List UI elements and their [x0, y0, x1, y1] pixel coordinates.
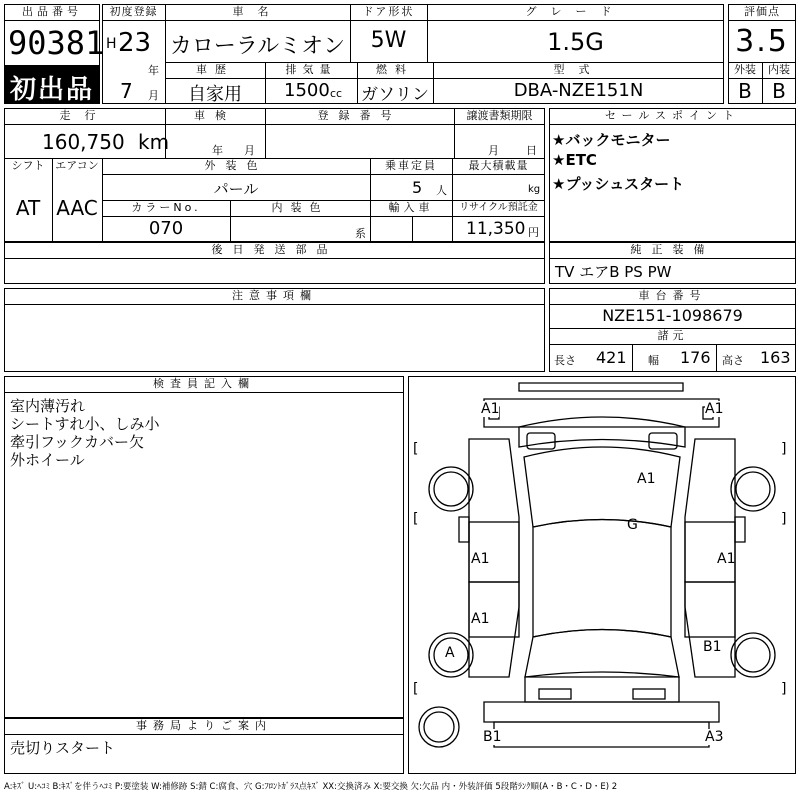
exterior-grade-label: 外装: [734, 63, 756, 76]
car-name-label: 車名: [232, 5, 283, 18]
dims-label: 諸元: [657, 329, 688, 342]
model: DBA-NZE151N: [513, 80, 644, 101]
svg-text:[: [: [413, 511, 419, 527]
reg-year: 23: [118, 28, 152, 58]
damage-mark-left-front-door: A1: [471, 551, 490, 567]
car-outline-svg: [409, 377, 795, 773]
office-text: 売切りスタート: [10, 739, 116, 757]
exterior-grade: B: [738, 79, 752, 103]
car-name: カローラルミオン: [169, 34, 346, 59]
height-label: 高さ: [722, 354, 744, 367]
lot-number: 90381: [8, 24, 105, 62]
right-rear-door-outline: [685, 582, 735, 637]
length-label: 長さ: [554, 354, 576, 367]
shift: AT: [15, 196, 41, 220]
capacity: 5: [412, 178, 423, 197]
chassis-number: NZE151-1098679: [602, 306, 743, 325]
inspector-label: 検査員記入欄: [153, 377, 255, 390]
reg-month-unit: 月: [148, 89, 159, 102]
sales-points-label: セールスポイント: [604, 109, 740, 122]
max-load-label: 最大積載量: [468, 159, 529, 172]
first-listing-label: 初出品: [10, 75, 95, 105]
shift-label: シフト: [11, 159, 45, 172]
damage-mark-front-right: A1: [705, 401, 724, 417]
damage-mark-right-rear-quarter: B1: [703, 639, 722, 655]
windshield: [524, 447, 680, 527]
svg-text:]: ]: [781, 681, 787, 697]
reg-year-unit: 年: [148, 64, 159, 77]
front-bumper-top: [519, 383, 683, 391]
transfer-doc-label: 譲渡書類期限: [466, 109, 533, 122]
inspection-label: 車検: [194, 109, 236, 122]
recycle-fee: 11,350: [466, 219, 526, 239]
damage-diagram: [408, 376, 796, 774]
capacity-unit: 人: [436, 184, 447, 197]
length: 421: [596, 348, 627, 367]
damage-mark-left-rear-door: A1: [471, 611, 490, 627]
interior-grade: B: [772, 79, 786, 103]
inspector-line: 外ホイール: [10, 451, 85, 469]
later-parts-label: 後日発送部品: [211, 243, 338, 256]
model-label: 型式: [553, 63, 604, 76]
damage-mark-front-left: A1: [481, 401, 500, 417]
transfer-month-unit: 月: [488, 144, 499, 157]
chassis-label: 車台番号: [638, 289, 707, 302]
recycle-fee-unit: 円: [528, 226, 539, 239]
door-label: ドア形状: [362, 5, 415, 18]
damage-mark-right-front-door: A1: [717, 551, 736, 567]
interior-color-unit: 系: [355, 227, 366, 240]
width-label: 幅: [648, 354, 659, 367]
fuel-label: 燃料: [376, 63, 414, 76]
hood: [519, 417, 685, 447]
rear-bumper: [484, 702, 719, 722]
rear-bumper-bottom: [494, 722, 709, 747]
inspector-line: 室内薄汚れ: [10, 397, 86, 415]
damage-mark-glass: G: [627, 517, 638, 533]
history-label: 車歴: [196, 63, 234, 76]
inspection-year-unit: 年: [212, 144, 223, 157]
grade-label: グレード: [525, 5, 626, 18]
exterior-color-label: 外装色: [204, 159, 268, 172]
reg-number-label: 登録番号: [317, 109, 402, 122]
first-reg-label: 初度登録: [109, 5, 158, 18]
mileage-label: 走行: [59, 109, 110, 122]
displacement: 1500: [284, 80, 330, 101]
equipment-label: 純正装備: [630, 243, 715, 256]
displacement-unit: cc: [330, 87, 343, 100]
legend: A:ｷｽﾞ U:ﾍｺﾐ B:ｷｽﾞを伴うﾍｺﾐ P:要塗装 W:補修跡 S:錆 C:腐食、穴 G:ﾌﾛﾝﾄｶﾞﾗｽ点ｷｽﾞ XX:交換済み X:要交換 欠:欠品 内・外装評価 5段階ﾗﾝｸ順(A・B・C・D・E) 2: [4, 782, 618, 792]
width: 176: [680, 348, 711, 367]
inspector-line: 牽引フックカバー欠: [10, 433, 144, 451]
sales-point-item: ★プッシュスタート: [552, 175, 685, 193]
left-rear-door-outline: [469, 582, 519, 637]
damage-mark-roof: A1: [637, 471, 656, 487]
grade: 1.5G: [547, 28, 604, 56]
height: 163: [760, 348, 791, 367]
score-label: 評価点: [744, 5, 780, 18]
displacement-label: 排気量: [285, 63, 337, 76]
lot-number-label: 出品番号: [22, 5, 82, 18]
svg-text:[: [: [413, 681, 419, 697]
history: 自家用: [188, 84, 242, 105]
ac-label: エアコン: [55, 159, 99, 172]
reg-month: 7: [120, 79, 133, 103]
sales-point-item: ★ETC: [552, 151, 597, 169]
svg-text:[: [: [413, 441, 419, 457]
inspection-month-unit: 月: [244, 144, 255, 157]
rear-glass: [525, 630, 679, 678]
ac: AAC: [56, 196, 98, 220]
import-label: 輸入車: [388, 201, 434, 214]
era: H: [106, 36, 117, 52]
recycle-label: リサイクル預託金: [459, 202, 538, 213]
svg-text:]: ]: [781, 441, 787, 457]
capacity-label: 乗車定員: [385, 159, 437, 172]
mileage: 160,750: [42, 130, 125, 154]
score: 3.5: [735, 24, 789, 59]
door-type: 5W: [370, 28, 407, 53]
color-no-label: カラーNo.: [131, 201, 201, 214]
sales-point-item: ★バックモニター: [552, 131, 671, 149]
mileage-unit: km: [138, 130, 170, 154]
transfer-day-unit: 日: [526, 144, 537, 157]
damage-mark-rear-right: A3: [705, 729, 724, 745]
max-load-unit: kg: [528, 184, 541, 195]
color-no: 070: [148, 218, 184, 239]
middle-table: [4, 108, 545, 242]
interior-grade-label: 内装: [768, 63, 790, 76]
exterior-color: パール: [213, 180, 259, 198]
equipment: TV エアB PS PW: [555, 263, 672, 281]
fuel: ガソリン: [361, 85, 429, 105]
svg-text:]: ]: [781, 511, 787, 527]
damage-mark-rear-left: B1: [483, 729, 502, 745]
interior-color-label: 内装色: [271, 201, 329, 214]
inspector-line: シートすれ小、しみ小: [10, 415, 160, 433]
notes-label: 注意事項欄: [232, 289, 317, 302]
damage-mark-left-rear-wheel: A: [445, 645, 455, 661]
office-label: 事務局よりご案内: [136, 719, 272, 732]
roof: [533, 520, 671, 638]
front-bumper: [484, 399, 719, 427]
